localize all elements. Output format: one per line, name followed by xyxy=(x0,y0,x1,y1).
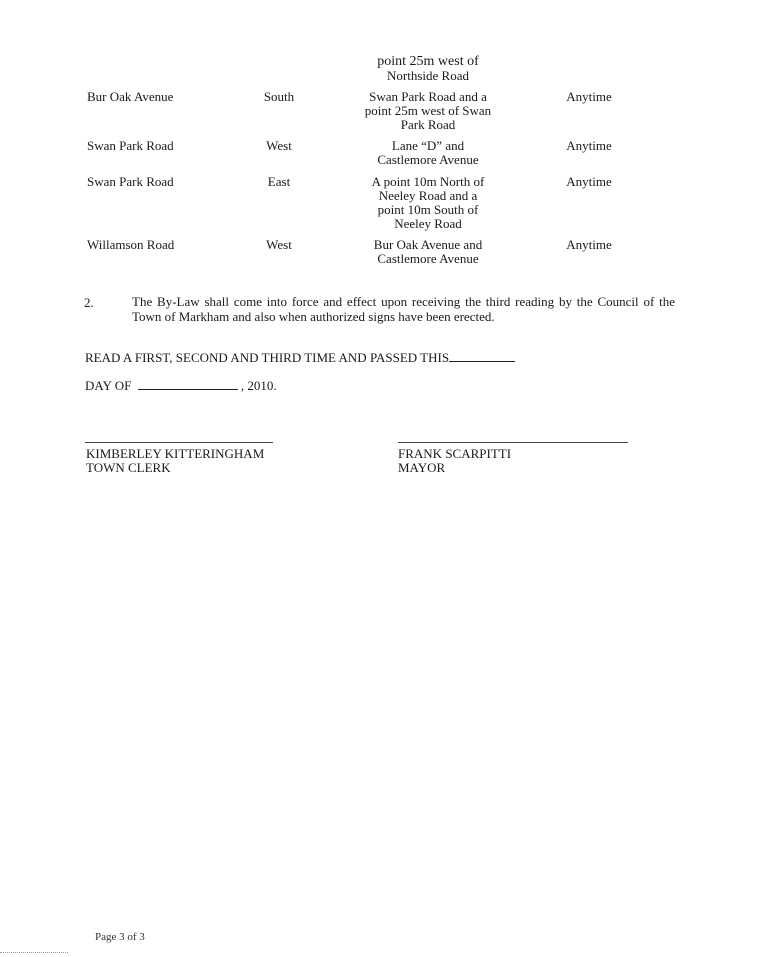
clause-text: The By-Law shall come into force and effect upon receiving the third reading by the Council of the Town of Markham and also when authorized signs have been erected. xyxy=(132,294,675,324)
clerk-name: KIMBERLEY KITTERINGHAM xyxy=(86,446,265,461)
row-3-between-line: Neeley Road xyxy=(394,216,462,231)
mayor-signature-line xyxy=(398,442,628,443)
row-3-side: East xyxy=(267,174,291,189)
day-of-suffix: , 2010. xyxy=(240,378,277,393)
row-4-between xyxy=(338,238,518,266)
row-1-between xyxy=(338,90,518,132)
mayor-title: MAYOR xyxy=(398,460,446,475)
day-of-line xyxy=(85,378,277,394)
clerk-title: TOWN CLERK xyxy=(86,460,171,475)
clerk-signature-line xyxy=(85,442,273,443)
row-2-between xyxy=(338,139,518,167)
row-3-between-line: A point 10m North of xyxy=(371,174,485,189)
row-3-between xyxy=(338,175,518,231)
day-of-prefix: DAY OF xyxy=(85,378,132,393)
row-1-side: South xyxy=(263,89,295,104)
row-1-between-line: point 25m west of Swan xyxy=(364,103,492,118)
row-4-between-line: Castlemore Avenue xyxy=(377,251,479,266)
read-passed-text: READ A FIRST, SECOND AND THIRD TIME AND PASSED THIS xyxy=(85,350,450,365)
row-4-street: Willamson Road xyxy=(87,237,175,252)
row-2-side: West xyxy=(266,138,292,153)
row-4-between-line: Bur Oak Avenue and xyxy=(373,237,483,252)
page-number: Page 3 of 3 xyxy=(95,931,145,943)
clause-number: 2. xyxy=(84,295,94,310)
scan-artifact-divider xyxy=(0,952,68,953)
row-1-between-line: Swan Park Road and a xyxy=(369,89,487,104)
row-2-between-line: Castlemore Avenue xyxy=(377,152,479,167)
row-4-side: West xyxy=(266,237,292,252)
row-2-times: Anytime xyxy=(566,138,612,153)
row-3-street: Swan Park Road xyxy=(87,174,174,189)
row-1-times: Anytime xyxy=(566,89,612,104)
continued-line-2: Northside Road xyxy=(387,68,469,83)
row-4-times: Anytime xyxy=(566,237,612,252)
row-3-between-line: point 10m South of xyxy=(377,202,479,217)
row-1-between-line: Park Road xyxy=(400,117,456,132)
continued-between-cell xyxy=(338,55,518,83)
mayor-name: FRANK SCARPITTI xyxy=(398,446,512,461)
row-2-between-line: Lane “D” and xyxy=(391,138,465,153)
clerk-signature-block xyxy=(86,447,264,475)
row-3-between-line: Neeley Road and a xyxy=(378,188,478,203)
row-1-street: Bur Oak Avenue xyxy=(87,89,174,104)
read-passed-line xyxy=(85,350,515,366)
row-3-times: Anytime xyxy=(566,174,612,189)
month-blank xyxy=(138,379,238,390)
mayor-signature-block xyxy=(398,447,511,475)
row-2-street: Swan Park Road xyxy=(87,138,174,153)
continued-line-1: point 25m west of xyxy=(377,54,479,69)
passed-day-blank xyxy=(449,351,515,362)
